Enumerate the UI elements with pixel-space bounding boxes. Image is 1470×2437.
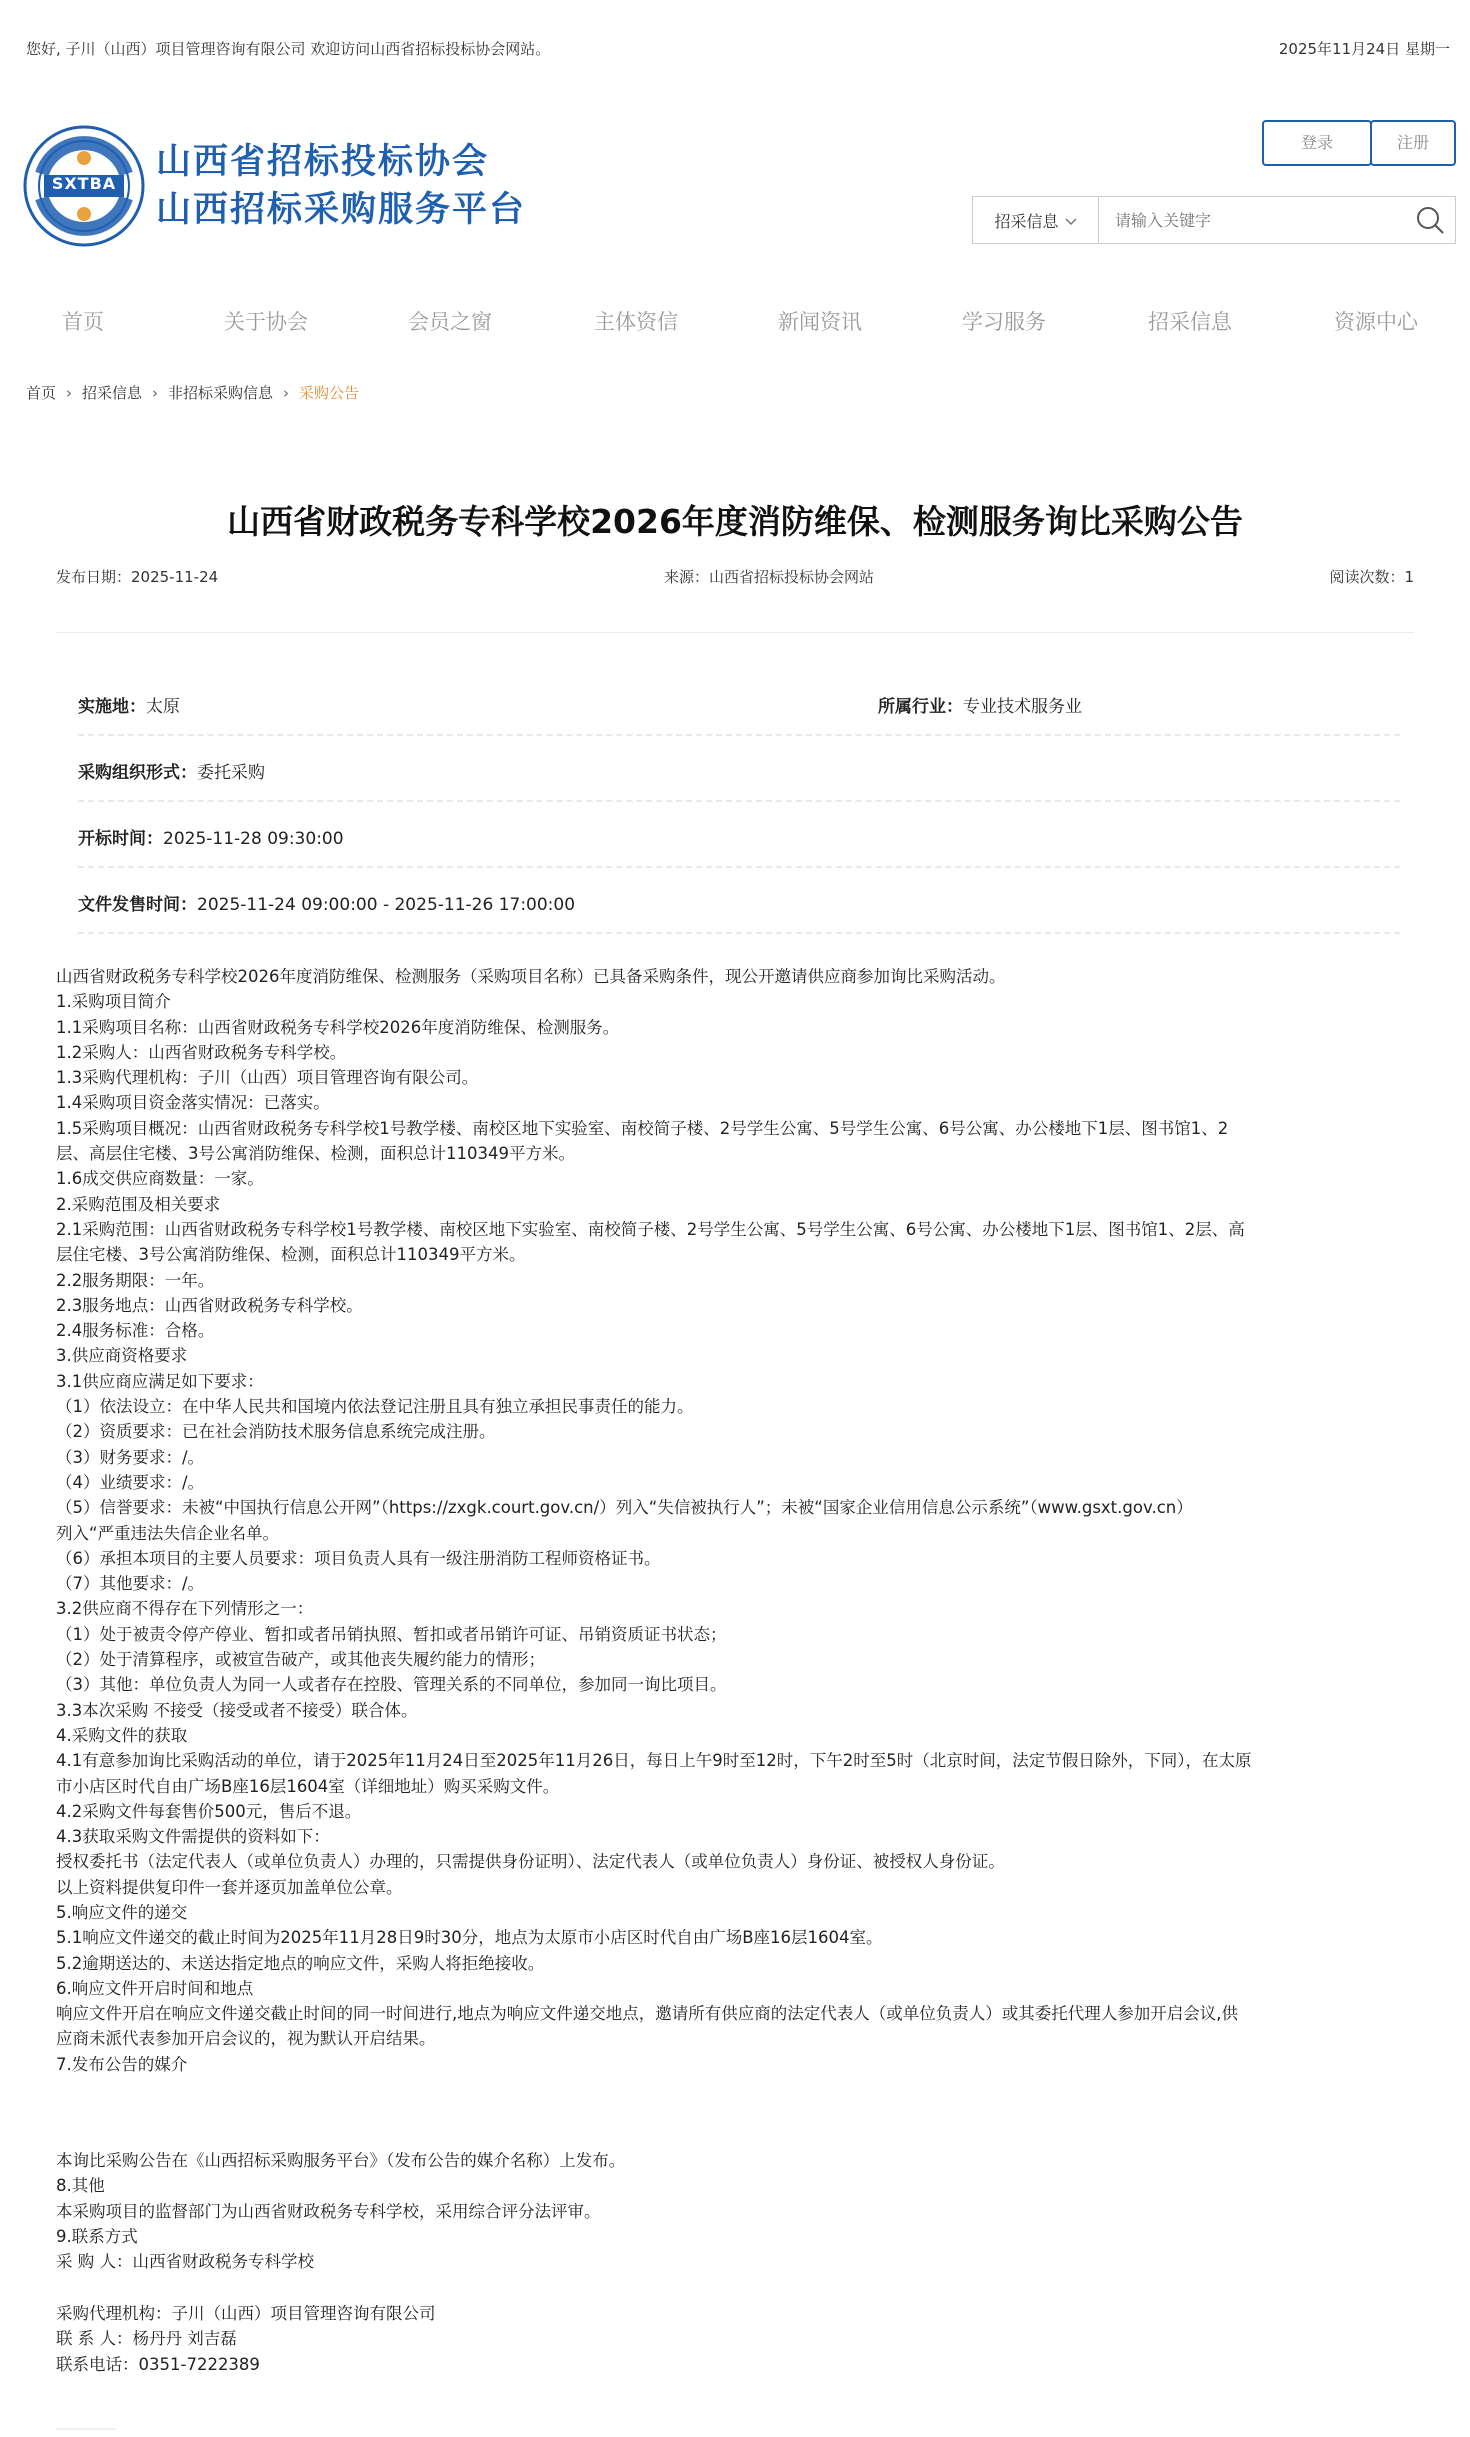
contact-line: 联 系 人：杨丹丹 刘吉磊: [56, 2329, 237, 2349]
body-line: （5）信誉要求：未被“中国执行信息公开网”（https://zxgk.court.gov.cn/）列入“失信被执行人”；未被“国家企业信用信息公示系统”（www.gsxt.gov.cn）: [56, 1498, 1193, 1518]
industry-label: 所属行业：: [878, 697, 963, 717]
body-line: 3.2供应商不得存在下列情形之一：: [56, 1599, 314, 1619]
body-line: 2.2服务期限：一年。: [56, 1270, 215, 1290]
body-line: 1.3采购代理机构：子川（山西）项目管理咨询有限公司。: [56, 1068, 479, 1088]
nav-item-members[interactable]: 会员之窗: [408, 310, 492, 334]
body-line: 4.3获取采购文件需提供的资料如下：: [56, 1827, 330, 1847]
info-divider: [78, 800, 1400, 802]
nav-item-resources[interactable]: 资源中心: [1334, 310, 1418, 334]
org-form-value: 委托采购: [197, 763, 265, 783]
body-line: （7）其他要求：/。: [56, 1574, 205, 1594]
body-line: 2.3服务地点：山西省财政税务专科学校。: [56, 1295, 363, 1315]
body-line: 4.采购文件的获取: [56, 1725, 188, 1745]
breadcrumb-non-tender[interactable]: 非招标采购信息: [168, 384, 274, 402]
info-row-doc-time: [78, 890, 1400, 915]
login-button[interactable]: 登录: [1262, 120, 1372, 166]
breadcrumb-procurement[interactable]: 招采信息: [82, 384, 143, 402]
body-line: 3.1供应商应满足如下要求：: [56, 1371, 264, 1391]
info-row-location: [78, 692, 1400, 717]
chevron-right-icon: ›: [283, 383, 290, 402]
announcement-tail: [56, 2148, 1426, 2274]
body-line: 2.1采购范围：山西省财政税务专科学校1号教学楼、南校区地下实验室、南校简子楼、2号学生公寓、5号学生公寓、6号公寓、办公楼地下1层、图书馆1、2层、高: [56, 1219, 1245, 1239]
body-line: 1.1采购项目名称：山西省财政税务专科学校2026年度消防维保、检测服务。: [56, 1017, 620, 1037]
body-line: 2.4服务标准：合格。: [56, 1321, 215, 1341]
body-line: （4）业绩要求：/。: [56, 1472, 205, 1492]
publish-date: 发布日期：2025-11-24: [56, 568, 219, 586]
divider: [56, 632, 1414, 633]
top-bar: [0, 0, 1470, 100]
article-title: 山西省财政税务专科学校2026年度消防维保、检测服务询比采购公告: [227, 502, 1243, 541]
body-line: （3）财务要求：/。: [56, 1447, 205, 1467]
doc-time-label: 文件发售时间：: [78, 895, 197, 915]
breadcrumb-current: 采购公告: [299, 384, 360, 402]
search-category-label: 招采信息: [994, 211, 1059, 231]
info-divider: [78, 932, 1400, 934]
info-row-open-time: [78, 824, 1400, 849]
info-divider: [78, 866, 1400, 868]
welcome-text: 您好, 子川（山西）项目管理咨询有限公司 欢迎访问山西省招标投标协会网站。: [26, 40, 551, 58]
tail-line: 9.联系方式: [56, 2226, 138, 2246]
article-source: 来源：山西省招标投标协会网站: [664, 568, 875, 586]
search-input[interactable]: [1099, 197, 1405, 243]
doc-time-value: 2025-11-24 09:00:00 - 2025-11-26 17:00:00: [197, 895, 576, 915]
body-line: （2）资质要求：已在社会消防技术服务信息系统完成注册。: [56, 1422, 496, 1442]
body-line: 1.4采购项目资金落实情况：已落实。: [56, 1093, 330, 1113]
body-line: （1）依法设立：在中华人民共和国境内依法登记注册且具有独立承担民事责任的能力。: [56, 1397, 694, 1417]
body-line: 5.2逾期送达的、未送达指定地点的响应文件，采购人将拒绝接收。: [56, 1953, 545, 1973]
chevron-right-icon: ›: [152, 383, 159, 402]
body-line: 4.1有意参加询比采购活动的单位，请于2025年11月24日至2025年11月26日，每日上午9时至12时，下午2时至5时（北京时间，法定节假日除外，下同），在太原: [56, 1751, 1252, 1771]
location-value: 太原: [146, 697, 180, 717]
search-category-select[interactable]: [973, 197, 1099, 243]
logo-title-association: 山西省招标投标协会: [156, 142, 490, 182]
body-line: （2）处于清算程序，或被宣告破产，或其他丧失履约能力的情形；: [56, 1650, 545, 1670]
body-line: 层住宅楼、3号公寓消防维保、检测，面积总计110349平方米。: [56, 1245, 526, 1265]
site-logo[interactable]: [22, 124, 526, 248]
body-line: 以上资料提供复印件一套并逐页加盖单位公章。: [56, 1877, 403, 1897]
chevron-down-icon: [1065, 211, 1077, 230]
industry-field: [878, 692, 1082, 717]
tail-line: 采 购 人：山西省财政税务专科学校: [56, 2252, 314, 2272]
view-count: 阅读次数：1: [1329, 568, 1414, 586]
body-line: 1.2采购人：山西省财政税务专科学校。: [56, 1042, 347, 1062]
divider: [56, 2428, 116, 2430]
body-line: 层、高层住宅楼、3号公寓消防维保、检测，面积总计110349平方米。: [56, 1144, 575, 1164]
nav-item-news[interactable]: 新闻资讯: [778, 310, 862, 334]
nav-item-credit[interactable]: 主体资信: [594, 310, 678, 334]
body-line: 市小店区时代自由广场B座16层1604室（详细地址）购买采购文件。: [56, 1776, 560, 1796]
chevron-right-icon: ›: [66, 383, 73, 402]
nav-item-home[interactable]: 首页: [62, 310, 104, 334]
body-line: 5.1响应文件递交的截止时间为2025年11月28日9时30分，地点为太原市小店区时代自由广场B座16层1604室。: [56, 1928, 883, 1948]
body-line: 3.供应商资格要求: [56, 1346, 188, 1366]
main-nav: [0, 306, 1470, 356]
tail-line: 本采购项目的监督部门为山西省财政税务专科学校，采用综合评分法评审。: [56, 2201, 601, 2221]
body-line: 4.2采购文件每套售价500元，售后不退。: [56, 1801, 362, 1821]
tail-line: 8.其他: [56, 2176, 105, 2196]
body-line: 1.6成交供应商数量：一家。: [56, 1169, 264, 1189]
info-divider: [78, 734, 1400, 736]
logo-titles: [156, 138, 526, 234]
current-date: 2025年11月24日 星期一: [1278, 40, 1450, 58]
body-line: 5.响应文件的递交: [56, 1902, 188, 1922]
body-line: 7.发布公告的媒介: [56, 2054, 188, 2074]
logo-title-platform: 山西招标采购服务平台: [156, 190, 527, 230]
body-line: （1）处于被责令停产停业、暂扣或者吊销执照、暂扣或者吊销许可证、吊销资质证书状态；: [56, 1624, 727, 1644]
contact-info: [56, 2301, 1426, 2377]
body-line: 山西省财政税务专科学校2026年度消防维保、检测服务（采购项目名称）已具备采购条件，现公开邀请供应商参加询比采购活动。: [56, 967, 1006, 986]
body-line: 1.5采购项目概况：山西省财政税务专科学校1号教学楼、南校区地下实验室、南校简子楼、2号学生公寓、5号学生公寓、6号公寓、办公楼地下1层、图书馆1、2: [56, 1118, 1229, 1138]
search-icon[interactable]: [1405, 197, 1455, 243]
body-line: 1.采购项目简介: [56, 992, 171, 1012]
nav-item-procurement[interactable]: 招采信息: [1148, 310, 1232, 334]
announcement-body: [56, 964, 1426, 2077]
nav-item-learning[interactable]: 学习服务: [962, 310, 1046, 334]
body-line: 应商未派代表参加开启会议的，视为默认开启结果。: [56, 2029, 436, 2049]
body-line: 2.采购范围及相关要求: [56, 1194, 221, 1214]
register-button[interactable]: 注册: [1370, 120, 1456, 166]
org-form-label: 采购组织形式：: [78, 763, 197, 783]
logo-badge-text: SXTBA: [51, 174, 117, 193]
breadcrumb: [26, 382, 359, 403]
body-line: 列入“严重违法失信企业名单。: [56, 1523, 280, 1543]
logo-emblem-icon: [22, 124, 146, 248]
open-time-label: 开标时间：: [78, 829, 163, 849]
breadcrumb-home[interactable]: 首页: [26, 384, 57, 402]
body-line: 6.响应文件开启时间和地点: [56, 1978, 254, 1998]
body-line: （3）其他：单位负责人为同一人或者存在控股、管理关系的不同单位，参加同一询比项目。: [56, 1675, 727, 1695]
tail-line: 本询比采购公告在《山西招标采购服务平台》（发布公告的媒介名称）上发布。: [56, 2151, 626, 2170]
contact-line: 联系电话：0351-7222389: [56, 2354, 260, 2374]
contact-line: 采购代理机构：子川（山西）项目管理咨询有限公司: [56, 2304, 436, 2323]
search-bar: [972, 196, 1456, 244]
body-line: 3.3本次采购 不接受（接受或者不接受）联合体。: [56, 1700, 418, 1720]
location-label: 实施地：: [78, 697, 146, 717]
nav-item-about[interactable]: 关于协会: [224, 310, 308, 334]
info-row-org-form: [78, 758, 1400, 783]
body-line: 授权委托书（法定代表人（或单位负责人）办理的，只需提供身份证明）、法定代表人（或单位负责人）身份证、被授权人身份证。: [56, 1852, 1005, 1872]
open-time-value: 2025-11-28 09:30:00: [163, 829, 344, 849]
industry-value: 专业技术服务业: [963, 697, 1082, 717]
body-line: 响应文件开启在响应文件递交截止时间的同一时间进行,地点为响应文件递交地点，邀请所有供应商的法定代表人（或单位负责人）或其委托代理人参加开启会议,供: [56, 2004, 1238, 2024]
body-line: （6）承担本项目的主要人员要求：项目负责人具有一级注册消防工程师资格证书。: [56, 1548, 661, 1568]
